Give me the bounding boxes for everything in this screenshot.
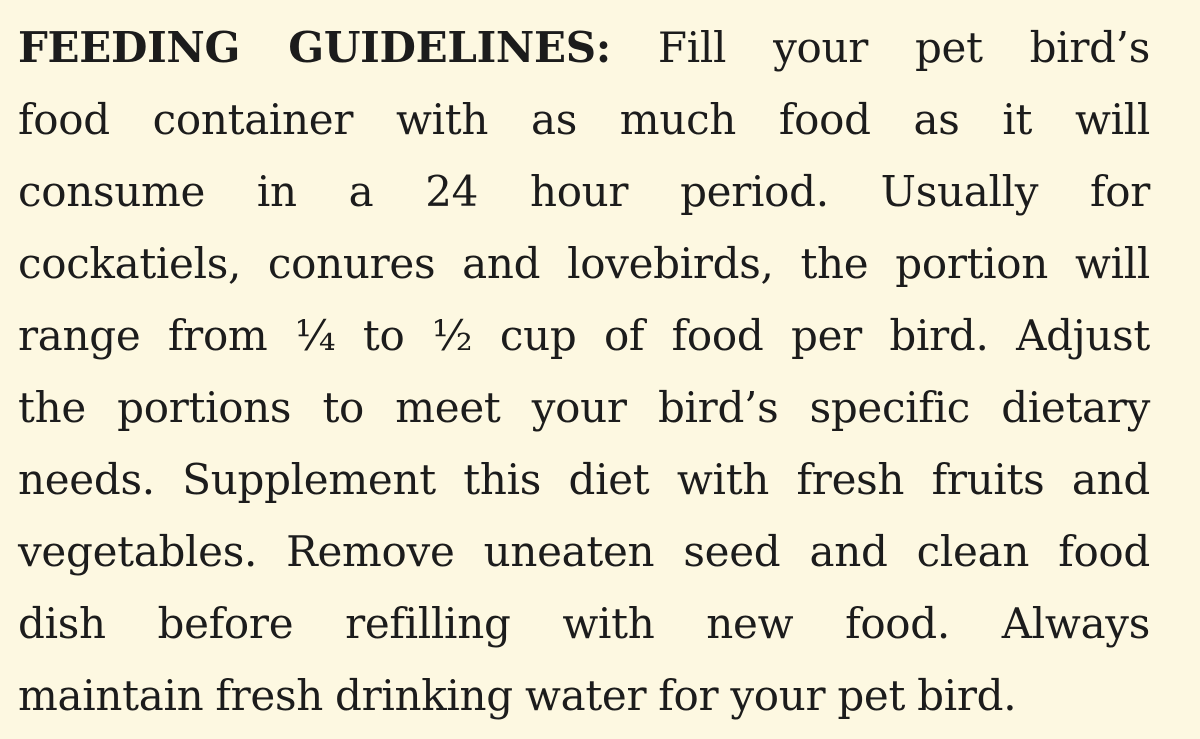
guideline-line-2: food container with as much food as it will — [18, 95, 1150, 144]
guideline-line-5: range from ¼ to ½ cup of food per bird. Adjust — [18, 311, 1150, 360]
guideline-line-7: needs. Supplement this diet with fresh fruits and — [18, 455, 1150, 504]
feeding-guidelines-paragraph — [18, 12, 1150, 732]
guideline-text: Fill your pet bird’s — [657, 23, 1150, 72]
guideline-line-4: cockatiels, conures and lovebirds, the portion will — [18, 239, 1150, 288]
guideline-line-6: the portions to meet your bird’s specific dietary — [18, 383, 1150, 432]
guidelines-heading: FEEDING GUIDELINES: — [18, 23, 611, 72]
guideline-line-3: consume in a 24 hour period. Usually for — [18, 167, 1150, 216]
guideline-line-9: dish before refilling with new food. Always — [18, 599, 1150, 648]
guideline-line-8: vegetables. Remove uneaten seed and clean food — [18, 527, 1150, 576]
guideline-line-10: maintain fresh drinking water for your pet bird. — [18, 671, 1017, 720]
guideline-line-1 — [18, 12, 1150, 84]
